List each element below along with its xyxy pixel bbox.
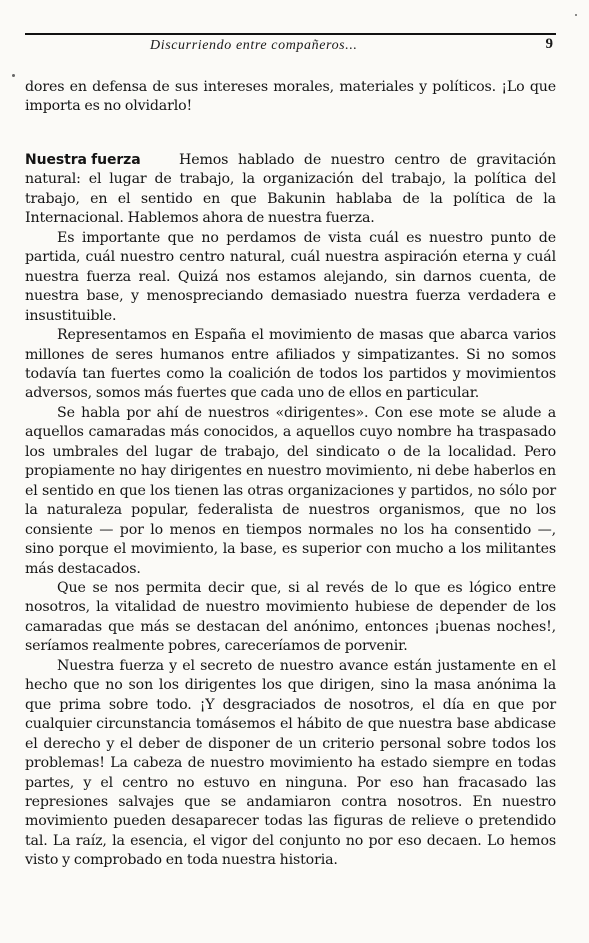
- paper-speck: [575, 14, 577, 16]
- page-number: 9: [545, 36, 553, 52]
- running-title: Discurriendo entre compañeros...: [150, 38, 358, 53]
- section-paragraph-1-text: Hemos hablado de nuestro centro de gravitación natural: el lugar de trabajo, la organización del trabajo, la política del trabajo, en el sentido en que Bakunin hablaba de la política de la Internacional. Hablemos ahora de nuestra fuerza.: [25, 152, 556, 227]
- header-rule: [25, 33, 556, 35]
- section-paragraph-3: Representamos en España el movimiento de masas que abarca varios millones de seres humanos entre afiliados y simpatizantes. Si no somos todavía tan fuertes como la coalición de todos los partidos y movimientos adversos, somos más fuertes que cada uno de ellos en particular.: [25, 327, 556, 402]
- section-paragraph-4: Se habla por ahí de nuestros «dirigentes». Con ese mote se alude a aquellos camaradas más conocidos, a aquellos cuyo nombre ha traspasado los umbrales del lugar de trabajo, del sindicato o de la localidad. Pero propiamente no hay dirigentes en nuestro movimiento, ni debe haberlos en el sentido en que los tienen las otras organizaciones y partidos, no sólo por la naturaleza popular, federalista de nuestros organismos, que no los consiente — por lo menos en tiempos normales no los ha consentido —, sino porque el movimiento, la base, es superior con mucho a los militantes más destacados.: [25, 404, 556, 577]
- opening-text: [25, 78, 556, 117]
- section-nuestra-fuerza: [25, 151, 556, 871]
- section-paragraph-6: Nuestra fuerza y el secreto de nuestro avance están justamente en el hecho que no son los dirigentes los que dirigen, sino la masa anónima la que prima sobre todo. ¡Y desgraciados de nosotros, el día en que por cualquier circunstancia tomásemos el hábito de que nuestra base abdicase el derecho y el deber de disponer de un criterio personal sobre todos los problemas! La cabeza de nuestro movimiento ha estado siempre en todas partes, y el centro no estuvo en ninguna. Por eso han fracasado las represiones salvajes que se andamiaron contra nosotros. En nuestro movimiento pueden desaparecer todas las figuras de relieve o pretendido tal. La raíz, la esencia, el vigor del conjunto no por eso decaen. Lo hemos visto y comprobado en toda nuestra historia.: [25, 657, 556, 869]
- paper-speck: [12, 74, 15, 77]
- section-heading: Nuestra fuerza: [25, 152, 141, 168]
- section-paragraph-5: Que se nos permita decir que, si al revés de lo que es lógico entre nosotros, la vitalidad de nuestro movimiento hubiese de depender de los camaradas que más se destacan del anónimo, entonces ¡buenas noches!, seríamos realmente pobres, careceríamos de porvenir.: [25, 579, 556, 655]
- opening-paragraph: dores en defensa de sus intereses morales, materiales y políticos. ¡Lo que importa es no olvidarlo!: [25, 79, 556, 115]
- section-paragraph-1: [25, 151, 556, 229]
- section-paragraph-2: Es importante que no perdamos de vista cuál es nuestro punto de partida, cuál nuestro centro natural, cuál nuestra aspiración eterna y cuál nuestra fuerza real. Quizá nos estamos alejando, sin darnos cuenta, de nuestra base, y menospreciando demasiado nuestra fuerza verdadera e insustituible.: [25, 229, 556, 324]
